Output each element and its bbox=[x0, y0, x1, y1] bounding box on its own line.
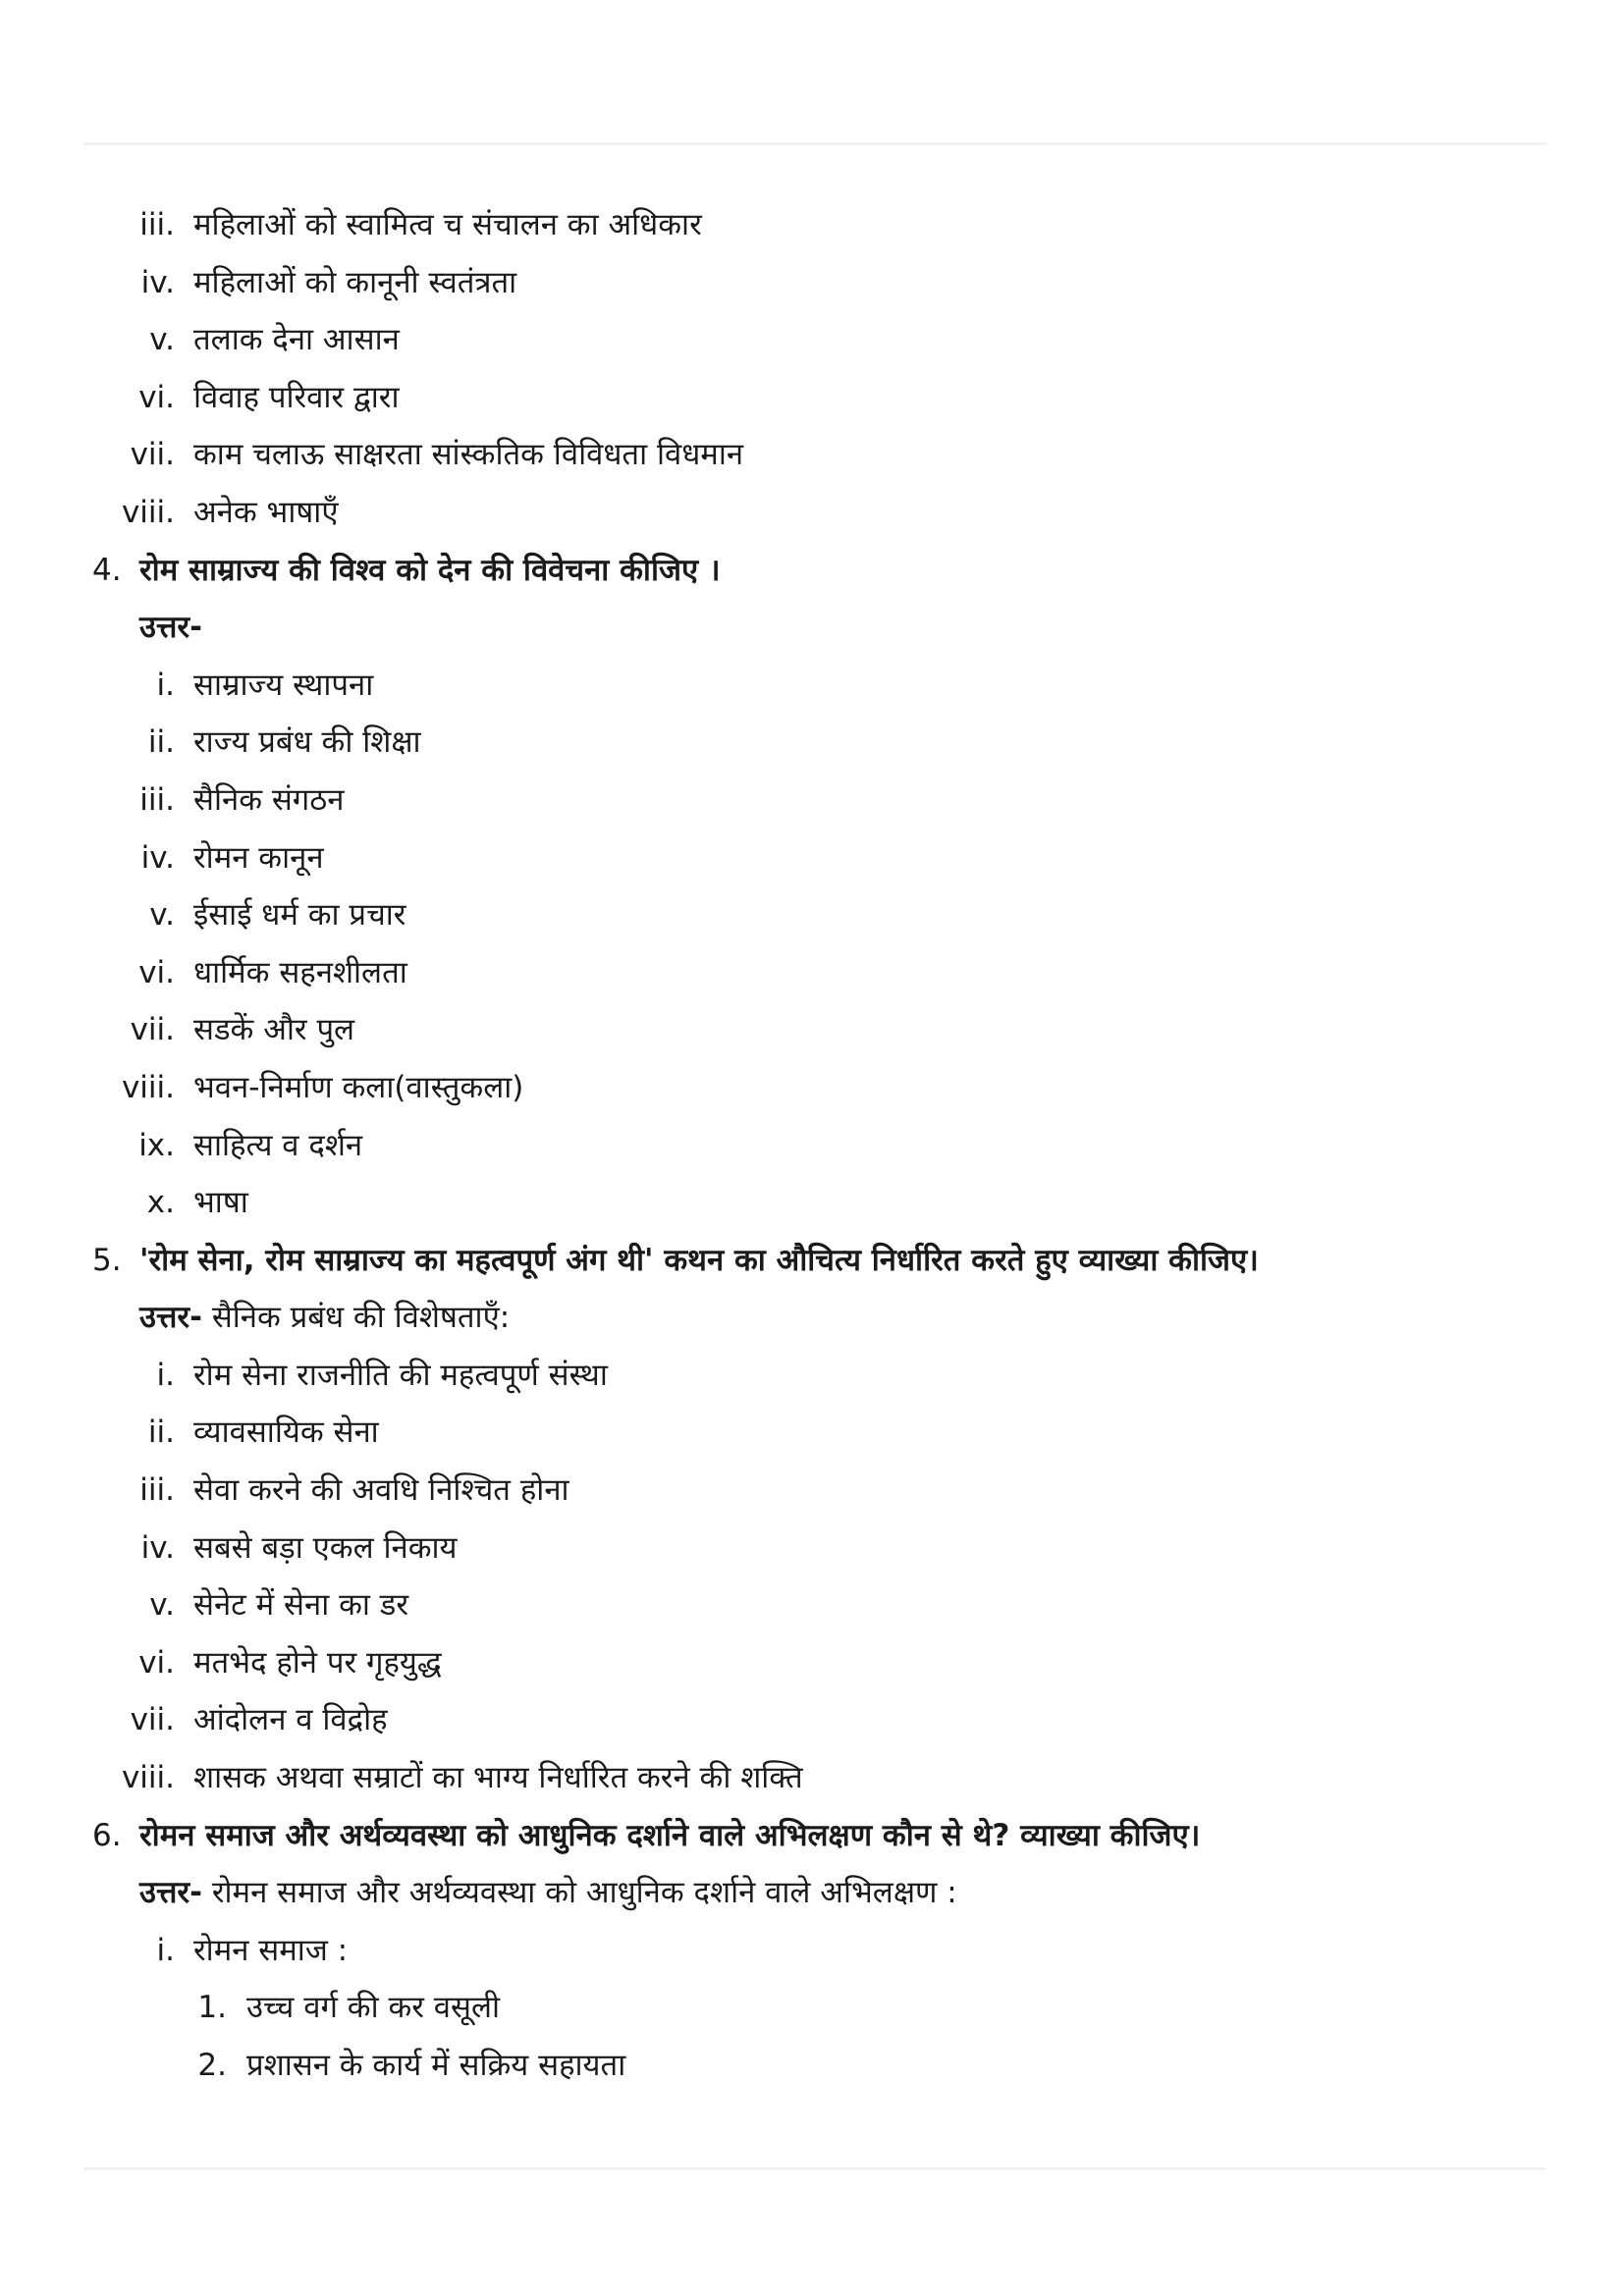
item-number: vii. bbox=[130, 437, 175, 473]
question-number: 4. bbox=[92, 552, 122, 588]
list-item bbox=[0, 886, 1623, 944]
question-5 bbox=[0, 1232, 1623, 1290]
sub-list-item bbox=[0, 1979, 1623, 2037]
item-text: तलाक देना आसान bbox=[193, 322, 400, 358]
subitem-text: उच्च वर्ग की कर वसूली bbox=[246, 1990, 501, 2026]
item-text: साहित्य व दर्शन bbox=[193, 1127, 363, 1163]
item-text: सेनेट में सेना का डर bbox=[193, 1587, 409, 1624]
answer-label: उत्तर- bbox=[139, 610, 202, 646]
question-6 bbox=[0, 1807, 1623, 1865]
item-number: iv. bbox=[140, 264, 175, 300]
item-text: विवाह परिवार द्वारा bbox=[193, 379, 400, 415]
top-divider bbox=[83, 142, 1546, 145]
item-text: राज्य प्रबंध की शिक्षा bbox=[193, 724, 421, 761]
question-number: 5. bbox=[92, 1242, 122, 1278]
item-number: iii. bbox=[139, 781, 175, 818]
item-text: रोमन कानून bbox=[193, 839, 324, 876]
item-number: v. bbox=[149, 322, 175, 358]
question-4 bbox=[0, 542, 1623, 600]
item-number: iv. bbox=[140, 1529, 175, 1566]
question-number: 6. bbox=[92, 1817, 122, 1853]
item-text: महिलाओं को स्वामित्व च संचालन का अधिकार bbox=[193, 207, 702, 242]
list-item bbox=[0, 1520, 1623, 1577]
item-text: शासक अथवा सम्राटों का भाग्य निर्धारित करने की शक्ति bbox=[193, 1760, 803, 1796]
answer-intro: सैनिक प्रबंध की विशेषताएँ: bbox=[201, 1300, 511, 1336]
list-item bbox=[0, 1462, 1623, 1520]
item-number: iii. bbox=[139, 1472, 175, 1509]
answer-line bbox=[139, 1864, 957, 1922]
list-item bbox=[0, 311, 1623, 369]
item-number: ii. bbox=[147, 1415, 175, 1451]
item-number: i. bbox=[156, 667, 175, 703]
bottom-divider bbox=[83, 2167, 1546, 2170]
list-item bbox=[0, 1347, 1623, 1405]
item-text: भाषा bbox=[193, 1185, 248, 1221]
list-item bbox=[0, 1691, 1623, 1749]
item-number: viii. bbox=[121, 1760, 175, 1796]
list-item bbox=[0, 1001, 1623, 1059]
item-number: i. bbox=[156, 1932, 175, 1968]
item-text: काम चलाऊ साक्षरता सांस्कतिक विविधता विधमान bbox=[193, 437, 744, 473]
item-number: v. bbox=[149, 897, 175, 934]
list-item bbox=[0, 1059, 1623, 1117]
list-item bbox=[0, 1576, 1623, 1634]
list-item bbox=[0, 426, 1623, 484]
item-text: व्यावसायिक सेना bbox=[193, 1415, 379, 1451]
item-text: सेवा करने की अवधि निश्चित होना bbox=[193, 1472, 569, 1509]
item-number: vi. bbox=[138, 379, 175, 415]
answer-heading bbox=[0, 1864, 1623, 1922]
sub-list-item bbox=[0, 2037, 1623, 2095]
item-text: सडकें और पुल bbox=[193, 1012, 355, 1048]
item-number: vii. bbox=[130, 1012, 175, 1048]
item-number: ii. bbox=[147, 724, 175, 761]
answer-intro: रोमन समाज और अर्थव्यवस्था को आधुनिक दर्शाने वाले अभिलक्षण : bbox=[201, 1875, 957, 1911]
item-text: सबसे बड़ा एकल निकाय bbox=[193, 1529, 458, 1566]
answer-label: उत्तर- bbox=[139, 1300, 202, 1336]
question-text: रोम साम्राज्य की विश्व को देन की विवेचना कीजिए । bbox=[139, 552, 721, 588]
list-item bbox=[0, 829, 1623, 887]
list-item bbox=[0, 254, 1623, 312]
item-text: साम्राज्य स्थापना bbox=[193, 667, 374, 703]
item-number: i. bbox=[156, 1357, 175, 1393]
list-item bbox=[0, 1174, 1623, 1232]
item-text: मतभेद होने पर गृहयुद्ध bbox=[193, 1644, 442, 1681]
list-item bbox=[0, 484, 1623, 542]
list-item bbox=[0, 1117, 1623, 1175]
subitem-text: प्रशासन के कार्य में सक्रिय सहायता bbox=[246, 2048, 626, 2083]
answer-label: उत्तर- bbox=[139, 1875, 202, 1911]
list-item bbox=[0, 772, 1623, 829]
subitem-number: 1. bbox=[197, 1990, 227, 2026]
item-text: रोमन समाज : bbox=[193, 1932, 349, 1968]
subitem-number: 2. bbox=[197, 2048, 227, 2083]
page-content bbox=[0, 196, 1623, 2095]
list-item bbox=[0, 196, 1623, 254]
list-item bbox=[0, 657, 1623, 715]
list-item bbox=[0, 944, 1623, 1002]
item-number: viii. bbox=[121, 1069, 175, 1105]
answer-heading bbox=[0, 1289, 1623, 1347]
list-item bbox=[0, 1404, 1623, 1462]
item-number: vi. bbox=[138, 954, 175, 990]
answer-line bbox=[139, 599, 202, 657]
list-item bbox=[0, 1749, 1623, 1807]
list-item bbox=[0, 369, 1623, 427]
item-number: v. bbox=[149, 1587, 175, 1624]
item-text: धार्मिक सहनशीलता bbox=[193, 954, 407, 990]
answer-line bbox=[139, 1289, 510, 1347]
item-number: iv. bbox=[140, 839, 175, 876]
item-number: vii. bbox=[130, 1702, 175, 1738]
item-text: भवन-निर्माण कला(वास्तुकला) bbox=[193, 1069, 524, 1105]
item-text: सैनिक संगठन bbox=[193, 781, 345, 818]
item-text: महिलाओं को कानूनी स्वतंत्रता bbox=[193, 264, 517, 300]
answer-heading bbox=[0, 599, 1623, 657]
question-text: 'रोम सेना, रोम साम्राज्य का महत्वपूर्ण अंग थी' कथन का औचित्य निर्धारित करते हुए व्याख्या कीजिए। bbox=[139, 1242, 1259, 1278]
list-item bbox=[0, 714, 1623, 772]
item-text: रोम सेना राजनीति की महत्वपूर्ण संस्था bbox=[193, 1357, 608, 1393]
item-number: viii. bbox=[121, 494, 175, 530]
item-text: ईसाई धर्म का प्रचार bbox=[193, 897, 406, 934]
list-item bbox=[0, 1634, 1623, 1692]
item-number: iii. bbox=[139, 207, 175, 242]
item-number: x. bbox=[146, 1185, 175, 1221]
item-number: ix. bbox=[138, 1127, 175, 1163]
item-text: अनेक भाषाएँ bbox=[193, 494, 339, 530]
question-text: रोमन समाज और अर्थव्यवस्था को आधुनिक दर्शाने वाले अभिलक्षण कौन से थे? व्याख्या कीजिए। bbox=[139, 1817, 1201, 1853]
item-number: vi. bbox=[138, 1644, 175, 1681]
list-item bbox=[0, 1922, 1623, 1980]
item-text: आंदोलन व विद्रोह bbox=[193, 1702, 388, 1738]
